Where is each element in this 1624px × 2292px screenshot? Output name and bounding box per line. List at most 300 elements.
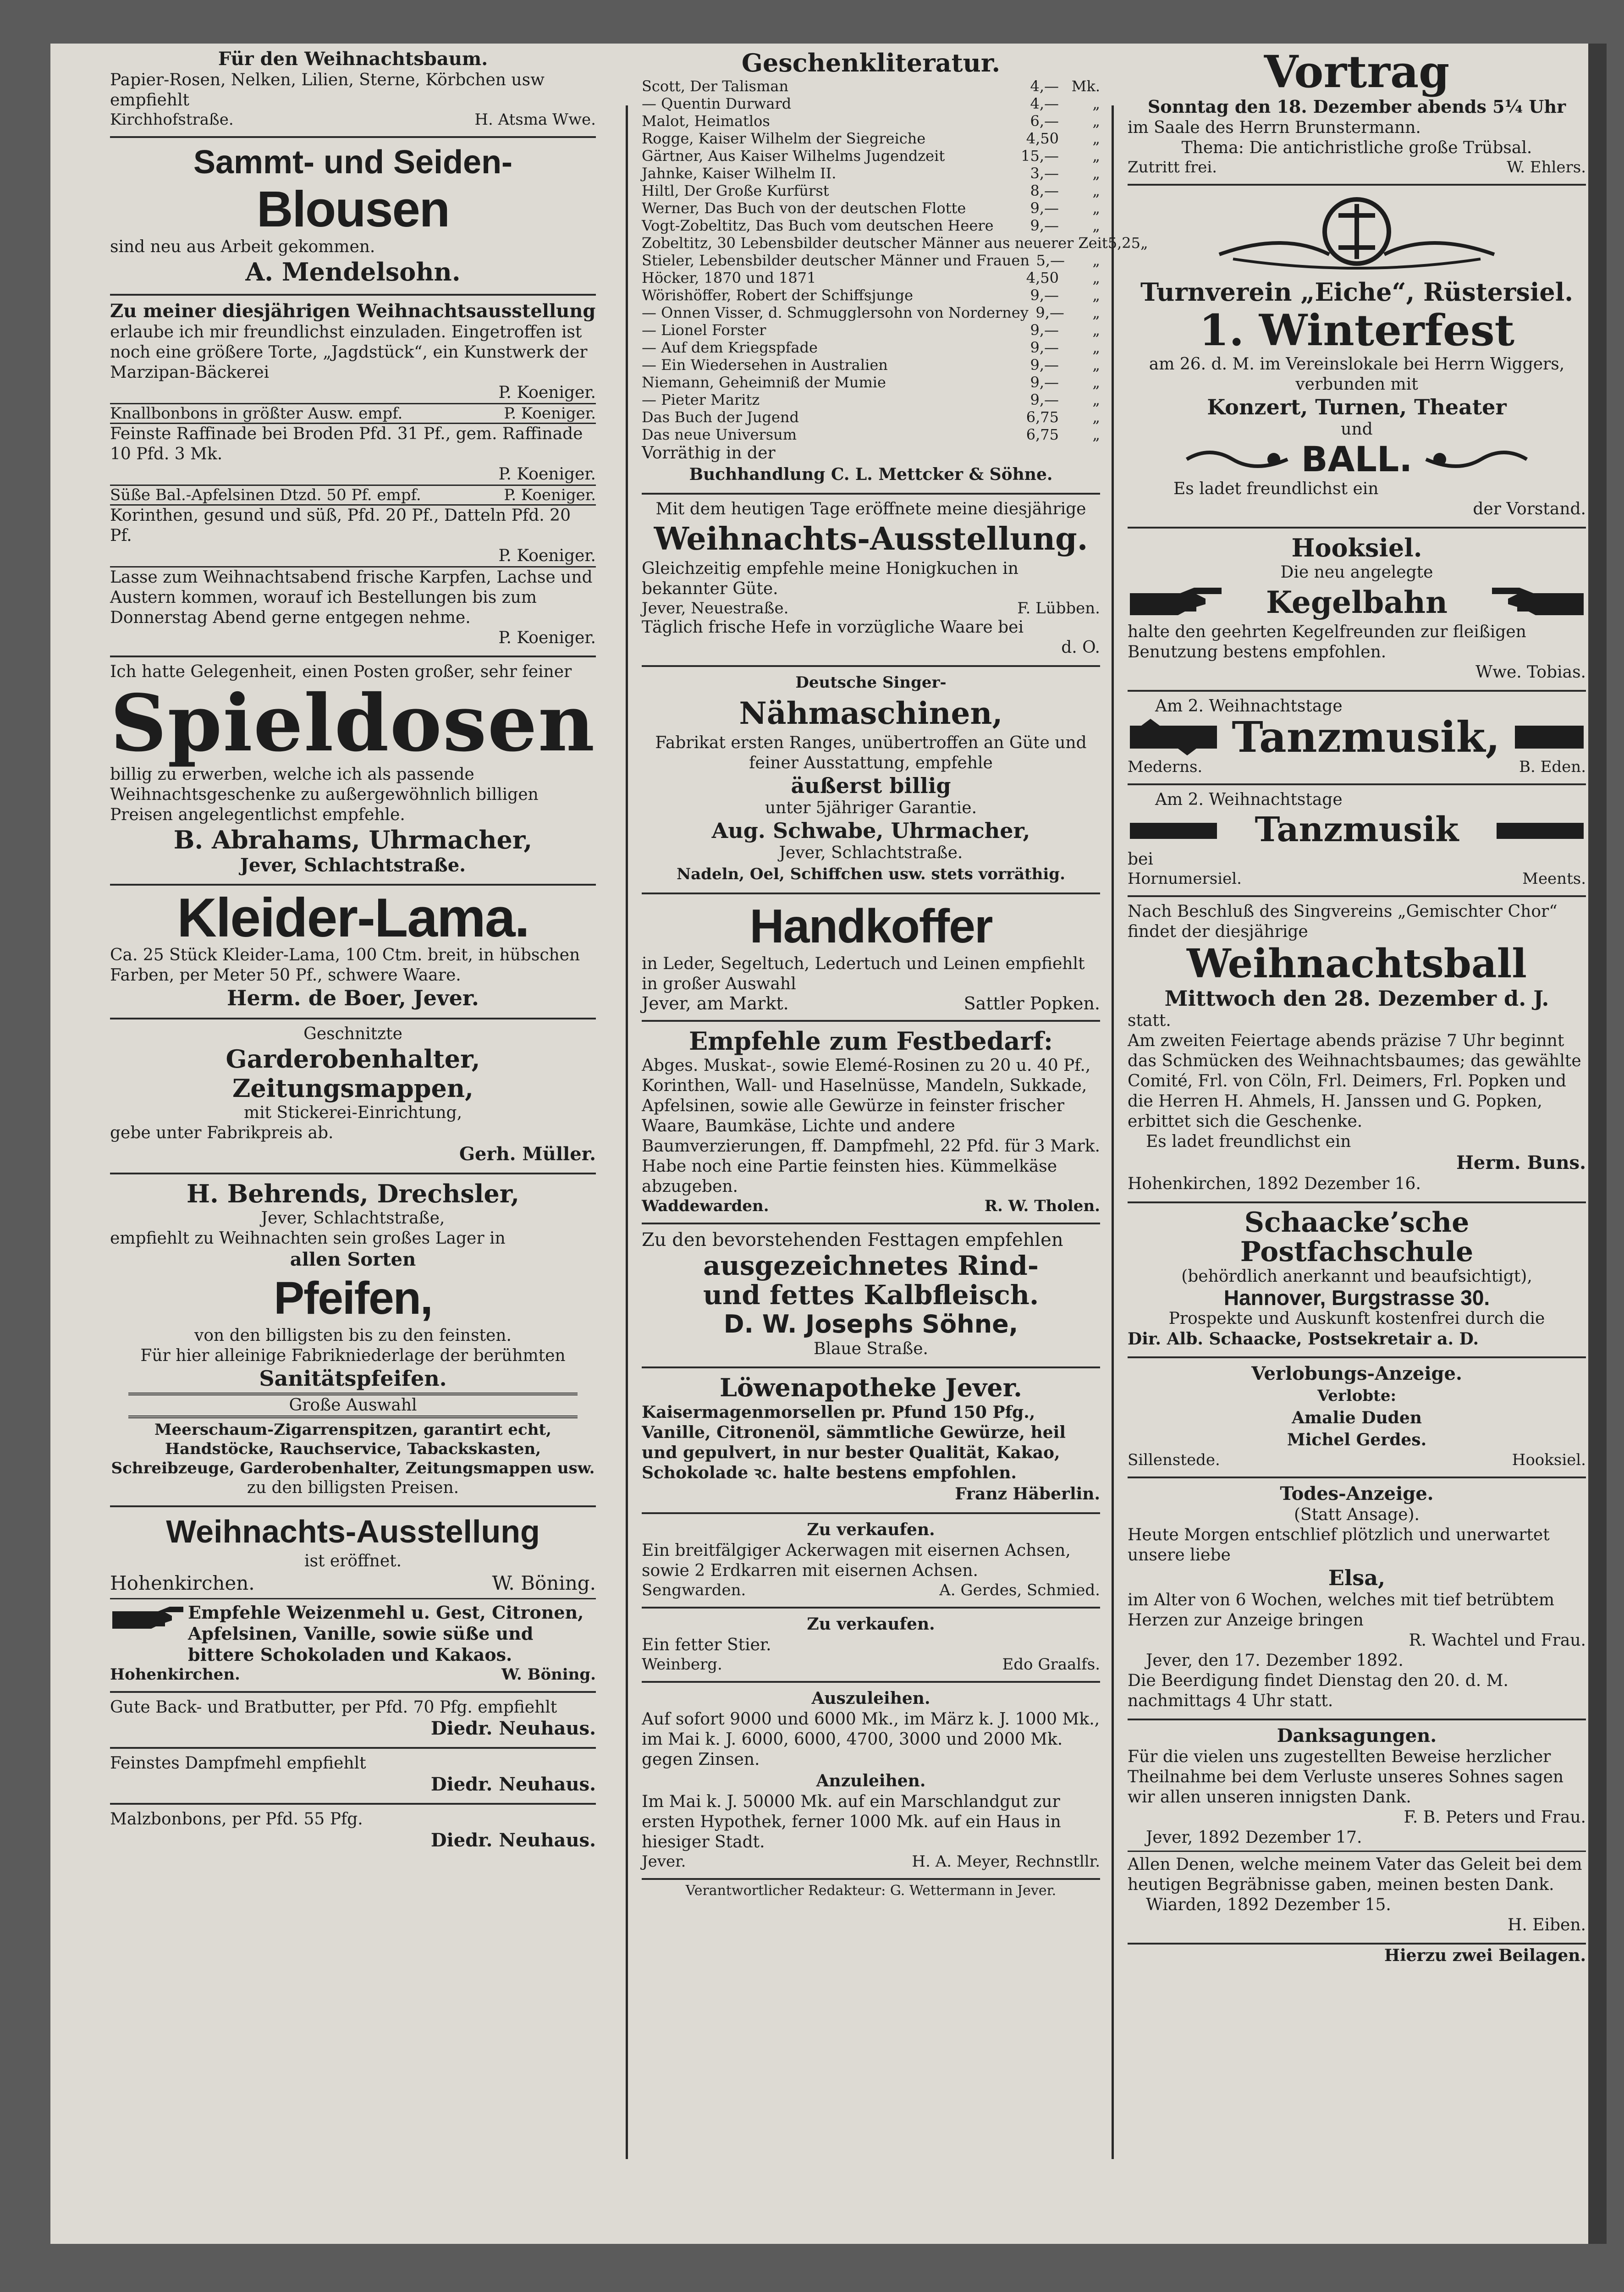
ad-intro: Mit dem heutigen Tage eröffnete meine diesjährige xyxy=(655,500,1086,518)
book-unit: „ xyxy=(1092,112,1100,130)
ad-date: Sonntag den 18. Dezember abends 5¼ Uhr xyxy=(1147,96,1566,117)
ad-signature: W. Böning. xyxy=(501,1665,596,1684)
ad-raffinade: Feinste Raffinade bei Broden Pfd. 31 Pf., gem. Raffinade 10 Pfd. 3 Mk. xyxy=(110,424,583,463)
ad-open: ist eröffnet. xyxy=(304,1552,402,1570)
ad-title-2: Zeitungsmappen, xyxy=(232,1074,473,1103)
ad-text: Ca. 25 Stück Kleider-Lama, 100 Ctm. breit, in hübschen Farben, per Meter 50 Pf., schwere Waare. xyxy=(110,946,580,985)
ad-text: Fabrikat ersten Ranges, unübertroffen an Güte und feiner Ausstattung, empfehle xyxy=(655,733,1087,772)
ad-signature: H. A. Meyer, Rechnstllr. xyxy=(912,1852,1100,1871)
ad-signature: W. Böning. xyxy=(492,1572,596,1594)
book-list-item xyxy=(642,130,1100,147)
book-list-item xyxy=(642,199,1100,217)
ad-title: Schaacke’sche Postfachschule xyxy=(1240,1207,1474,1268)
book-price: 5,— xyxy=(1036,252,1065,269)
book-title: Scott, Der Talisman xyxy=(642,77,789,95)
ad-date: am 26. d. M. im Vereinslokale bei Herrn Wiggers, verbunden mit xyxy=(1149,355,1565,394)
book-price: 6,75 xyxy=(1026,426,1059,443)
book-unit: „ xyxy=(1092,199,1100,217)
ad-apotheke xyxy=(642,1368,1100,1514)
ad-statt: statt. xyxy=(1128,1011,1171,1030)
ad-title-line2: Blousen xyxy=(257,181,449,237)
ad-address: Hannover, Burgstrasse 30. xyxy=(1223,1286,1490,1310)
ad-verkaufen-gerdes xyxy=(642,1514,1100,1609)
pointing-hand-left-icon xyxy=(1485,584,1586,621)
ad-name-2: Michel Gerdes. xyxy=(1287,1430,1427,1449)
redakteur-note: Verantwortlicher Redakteur: G. Wettermann in Jever. xyxy=(685,1883,1057,1899)
ad-title: H. Behrends, Drechsler, xyxy=(186,1179,520,1208)
ad-signature: B. Abrahams, Uhrmacher, xyxy=(173,825,533,854)
ad-signature: Diedr. Neuhaus. xyxy=(430,1718,596,1739)
ad-text: von den billigsten bis zu den feinsten. xyxy=(194,1326,512,1345)
ad-family: R. Wachtel und Frau. xyxy=(1409,1631,1586,1650)
ad-neuhaus-butter xyxy=(110,1693,596,1749)
column-rule-2 xyxy=(1112,105,1114,2159)
ad-do: d. O. xyxy=(1061,638,1100,657)
book-unit: „ xyxy=(1092,321,1100,339)
ad-spieldosen xyxy=(110,657,596,886)
ad-date-2: Wiarden, 1892 Dezember 15. xyxy=(1146,1895,1391,1914)
book-price: 9,— xyxy=(1030,217,1059,234)
ad-thema: Thema: Die antichristliche große Trübsal. xyxy=(1181,138,1532,157)
ad-sorten: allen Sorten xyxy=(290,1249,416,1270)
ad-sanitaet: Sanitätspfeifen. xyxy=(259,1366,447,1391)
ad-intro: Am 2. Weihnachtstage xyxy=(1155,790,1343,809)
pointing-hand-right-icon xyxy=(1128,584,1228,621)
book-price: 5,25 xyxy=(1107,234,1140,252)
ad-neuhaus-mehl xyxy=(110,1749,596,1805)
ad-place: Hohenkirchen. xyxy=(110,1572,255,1594)
ad-title: Auszuleihen. xyxy=(811,1689,930,1708)
ad-text-2: im Alter von 6 Wochen, welches mit tief betrübtem Herzen zur Anzeige bringen xyxy=(1128,1591,1554,1630)
ad-text-2: Im Mai k. J. 50000 Mk. auf ein Marschlandgut zur ersten Hypothek, ferner 1000 Mk. auf ein Haus in hiesiger Stadt. xyxy=(642,1792,1061,1851)
book-title: — Onnen Visser, d. Schmugglersohn von Norderney xyxy=(642,304,1029,321)
ad-und: und xyxy=(1341,420,1373,439)
ad-pfeifen: Pfeifen, xyxy=(274,1273,432,1324)
ad-footer: Vorräthig in der xyxy=(642,444,776,463)
book-price: 9,— xyxy=(1030,286,1059,304)
book-list-item xyxy=(642,165,1100,182)
ad-garderobe xyxy=(110,1019,596,1174)
ad-weihnachtsbaum xyxy=(110,44,596,138)
book-title: Höcker, 1870 und 1871 xyxy=(642,269,816,286)
ad-neuhaus-malz xyxy=(110,1805,596,1859)
ad-apfelsinen: Süße Bal.-Apfelsinen Dtzd. 50 Pf. empf. xyxy=(110,486,421,504)
ad-place: Hornumersiel. xyxy=(1128,870,1242,888)
ad-place: Mederns. xyxy=(1128,758,1203,776)
ornament-right-icon xyxy=(1421,443,1531,475)
ad-title: Danksagungen. xyxy=(1277,1725,1437,1747)
ad-address: Jever, Schlachtstraße, xyxy=(261,1209,445,1228)
ad-items: Konzert, Turnen, Theater xyxy=(1207,395,1507,419)
ad-garantie: unter 5jähriger Garantie. xyxy=(765,799,977,817)
ad-place: Hohenkirchen. xyxy=(110,1665,240,1684)
book-unit: „ xyxy=(1092,165,1100,182)
ad-signature: P. Koeniger. xyxy=(504,486,596,504)
ad-kleiderlama xyxy=(110,886,596,1019)
ad-title: Hooksiel. xyxy=(1291,533,1422,562)
ad-title: Zu verkaufen. xyxy=(807,1614,935,1634)
book-list-item xyxy=(642,182,1100,199)
ad-signature: Dir. Alb. Schaacke, Postsekretair a. D. xyxy=(1128,1329,1479,1349)
ad-text: sind neu aus Arbeit gekommen. xyxy=(110,237,375,256)
ad-line: mit Stickerei-Einrichtung, xyxy=(243,1103,462,1122)
book-unit: „ xyxy=(1092,391,1100,408)
ad-date-1: Jever, 1892 Dezember 17. xyxy=(1146,1828,1362,1847)
ad-signature: Edo Graalfs. xyxy=(1002,1655,1100,1674)
book-list xyxy=(642,77,1148,443)
book-title: Rogge, Kaiser Wilhelm der Siegreiche xyxy=(642,130,926,147)
book-price: 9,— xyxy=(1030,199,1059,217)
ad-intro: Am 2. Weihnachtstage xyxy=(1155,697,1343,716)
ad-signature: P. Koeniger. xyxy=(498,546,596,565)
ad-text: Heute Morgen entschlief plötzlich und unerwartet unsere liebe xyxy=(1128,1526,1550,1565)
ad-text-1: Für die vielen uns zugestellten Beweise herzlicher Theilnahme bei dem Verluste unseres Sohnes sagen wir allen unseren innigsten Dank. xyxy=(1128,1747,1564,1807)
ad-text: billig zu erwerben, welche ich als passende Weihnachtsgeschenke zu außergewöhnlich billigen Preisen angelegentlichst empfehle. xyxy=(110,765,539,824)
book-list-item xyxy=(642,304,1100,321)
ad-postfachschule xyxy=(1128,1203,1586,1358)
ad-date: Mittwoch den 28. Dezember d. J. xyxy=(1164,986,1549,1011)
ornament-left-icon xyxy=(1182,443,1292,475)
ad-signature: Aug. Schwabe, Uhrmacher, xyxy=(711,818,1030,843)
ad-todesanzeige xyxy=(1128,1478,1586,1720)
ad-signature: R. W. Tholen. xyxy=(984,1197,1100,1215)
book-price: 9,— xyxy=(1030,391,1059,408)
ad-signature: D. W. Josephs Söhne, xyxy=(723,1310,1018,1339)
ad-text: Malzbonbons, per Pfd. 55 Pfg. xyxy=(110,1810,363,1829)
ad-text: Abges. Muskat-, sowie Elemé-Rosinen zu 20 u. 40 Pf., Korinthen, Wall- und Haselnüsse, Mandeln, Sukkade, Apfelsinen, sowie alle Gewürze in feinster frischer Waare, Baumkäse, Lichte und andere Baumverzierungen, ff. Dampfmehl, 22 Pfd. für 3 Mark. Habe noch eine Partie feinsten hies. Kümmelkäse abzugeben. xyxy=(642,1056,1100,1196)
book-title: Vogt-Zobeltitz, Das Buch vom deutschen Heere xyxy=(642,217,994,234)
book-title: Wörishöffer, Robert der Schiffsjunge xyxy=(642,286,914,304)
book-unit: „ xyxy=(1092,408,1100,426)
ad-koeniger xyxy=(110,296,596,657)
ad-hefe: Täglich frische Hefe in vorzügliche Waare bei xyxy=(642,618,1024,637)
ad-text: Gleichzeitig empfehle meine Honigkuchen in bekannter Güte. xyxy=(642,559,1018,598)
ad-text: Ein fetter Stier. xyxy=(642,1636,771,1654)
ad-title: Handkoffer xyxy=(749,900,992,953)
ad-signature: Herm. Buns. xyxy=(1456,1152,1586,1174)
beilagen-note: Hierzu zwei Beilagen. xyxy=(1384,1946,1586,1965)
ad-signature: Meents. xyxy=(1522,870,1586,888)
ad-name-2: H. Eiben. xyxy=(1507,1916,1586,1934)
ad-signature: Franz Häberlin. xyxy=(955,1484,1100,1504)
book-list-item xyxy=(642,269,1100,286)
ad-signature: F. Lübben. xyxy=(1017,599,1100,617)
ad-text-3: Die Beerdigung findet Dienstag den 20. d. M. nachmittags 4 Uhr statt. xyxy=(1128,1671,1508,1710)
ad-billig: äußerst billig xyxy=(791,773,951,798)
ad-geschenkliteratur xyxy=(642,44,1148,495)
ad-ball: BALL. xyxy=(1301,439,1413,479)
ad-footer: Nadeln, Oel, Schiffchen usw. stets vorräthig. xyxy=(677,865,1065,883)
ad-line1: ausgezeichnetes Rind- xyxy=(703,1250,1039,1281)
ad-signature: Herm. de Boer, Jever. xyxy=(227,986,479,1010)
pointing-hand-icon xyxy=(110,1602,188,1634)
book-list-item xyxy=(642,426,1100,443)
ad-text-2: Allen Denen, welche meinem Vater das Geleit bei dem heutigen Begräbnisse gaben, meinen besten Dank. xyxy=(1128,1855,1582,1894)
column-2 xyxy=(642,44,1148,1913)
book-unit: „ xyxy=(1092,356,1100,374)
ad-title: Löwenapotheke Jever. xyxy=(720,1373,1022,1402)
ad-tanzmusik-hornumersiel xyxy=(1128,785,1586,897)
ad-text: Auf sofort 9000 und 6000 Mk., im März k. J. 1000 Mk., im Mai k. J. 6000, 6000, 4700, 3000 und 2000 Mk. gegen Zinsen. xyxy=(642,1710,1100,1769)
ad-title: Geschenkliteratur. xyxy=(741,48,1001,77)
ad-josephs xyxy=(642,1224,1100,1368)
ad-title: Garderobenhalter, xyxy=(226,1044,480,1074)
ad-signature: Gerh. Müller. xyxy=(459,1143,596,1165)
ad-signature: P. Koeniger. xyxy=(498,628,596,647)
ad-invite: Es ladet freundlichst ein xyxy=(1146,1132,1351,1151)
book-price: 3,— xyxy=(1030,165,1059,182)
book-title: — Auf dem Kriegspfade xyxy=(642,339,818,356)
ad-signature: P. Koeniger. xyxy=(498,465,596,484)
book-list-item xyxy=(642,356,1100,374)
ad-title: Tanzmusik xyxy=(1255,810,1459,849)
book-unit: „ xyxy=(1092,130,1100,147)
ad-title: Weihnachts-Ausstellung xyxy=(166,1514,540,1549)
book-title: Stieler, Lebensbilder deutscher Männer und Frauen xyxy=(642,252,1030,269)
ad-place: Sengwarden. xyxy=(642,1581,746,1599)
book-title: Jahnke, Kaiser Wilhelm II. xyxy=(642,165,837,182)
ad-title: Todes-Anzeige. xyxy=(1280,1483,1434,1504)
book-unit: „ xyxy=(1092,374,1100,391)
ad-fest: 1. Winterfest xyxy=(1199,305,1515,356)
ad-invite: Es ladet freundlichst ein xyxy=(1173,479,1379,498)
ad-blousen xyxy=(110,138,596,296)
book-price: 6,75 xyxy=(1026,408,1059,426)
ad-signature: Wwe. Tobias. xyxy=(1475,663,1586,682)
dancers-left-icon xyxy=(1128,716,1219,758)
book-list-item xyxy=(642,374,1100,391)
book-price: 9,— xyxy=(1030,356,1059,374)
ad-statt: (Statt Ansage). xyxy=(1294,1505,1420,1524)
book-unit: „ xyxy=(1092,252,1100,269)
ad-address: Jever, Schlachtstraße. xyxy=(240,854,466,876)
column-3 xyxy=(1128,44,1586,1967)
ad-title: Turnverein „Eiche“, Rüstersiel. xyxy=(1140,277,1574,307)
book-list-item xyxy=(642,95,1100,112)
ad-text: empfiehlt zu Weihnachten sein großes Lager in xyxy=(110,1229,506,1248)
ad-auswahl: Große Auswahl xyxy=(128,1393,578,1418)
book-list-item xyxy=(642,321,1100,339)
ad-title: Tanzmusik, xyxy=(1232,712,1500,762)
ad-knall: Knallbonbons in größter Ausw. empf. xyxy=(110,404,403,423)
ad-vortrag xyxy=(1128,44,1586,186)
ad-place: Jever, Neuestraße. xyxy=(642,599,789,617)
ad-hooksiel xyxy=(1128,529,1586,692)
ad-name-1: F. B. Peters und Frau. xyxy=(1404,1808,1586,1827)
book-list-item xyxy=(642,112,1100,130)
book-unit: „ xyxy=(1092,95,1100,112)
ad-text: Papier-Rosen, Nelken, Lilien, Sterne, Körbchen usw empfiehlt xyxy=(110,71,545,110)
ad-karpfen: Lasse zum Weihnachtsabend frische Karpfen, Lachse und Austern kommen, worauf ich Bestellungen bis zum Donnerstag Abend gerne entgegen nehme. xyxy=(110,568,593,627)
ad-address: Blaue Straße. xyxy=(814,1339,928,1358)
ad-signature: P. Koeniger. xyxy=(504,404,596,423)
book-title: — Quentin Durward xyxy=(642,95,792,112)
ad-place-1: Sillenstede. xyxy=(1128,1451,1220,1469)
book-title: Das Buch der Jugend xyxy=(642,408,799,426)
ad-title: Nähmaschinen, xyxy=(739,695,1003,731)
ad-date: Jever, den 17. Dezember 1892. xyxy=(1146,1651,1404,1670)
ad-text: Gute Back- und Bratbutter, per Pfd. 70 Pfg. empfiehlt xyxy=(110,1698,557,1717)
book-price: 6,— xyxy=(1030,112,1059,130)
ad-intro: Zu den bevorstehenden Festtagen empfehlen xyxy=(642,1229,1063,1251)
book-unit: „ xyxy=(1092,269,1100,286)
ad-danksagungen xyxy=(1128,1720,1586,1945)
book-unit: „ xyxy=(1092,426,1100,443)
ad-signature: Diedr. Neuhaus. xyxy=(430,1774,596,1795)
ad-title: Empfehle zum Festbedarf: xyxy=(689,1026,1053,1056)
ad-signature: W. Ehlers. xyxy=(1507,158,1586,176)
ad-sub: (behördlich anerkannt und beaufsichtigt), xyxy=(1181,1267,1532,1286)
book-list-item xyxy=(642,391,1100,408)
book-unit: „ xyxy=(1092,182,1100,199)
ad-intro: Nach Beschluß des Singvereins „Gemischter Chor“ findet der diesjährige xyxy=(1128,902,1558,941)
ad-text: Für hier alleinige Fabrikniederlage der berühmten xyxy=(140,1346,566,1365)
ad-turnverein xyxy=(1128,186,1586,529)
ad-handkoffer xyxy=(642,894,1100,1022)
ad-luebben xyxy=(642,495,1100,667)
book-price: 4,50 xyxy=(1026,269,1059,286)
book-price: 9,— xyxy=(1030,339,1059,356)
ad-korinthen: Korinthen, gesund und süß, Pfd. 20 Pf., Datteln Pfd. 20 Pf. xyxy=(110,506,571,545)
book-list-item xyxy=(642,77,1100,95)
book-unit: „ xyxy=(1092,304,1100,321)
ad-place: Weinberg. xyxy=(642,1655,722,1674)
ad-title-line1: Sammt- und Seiden- xyxy=(193,144,513,181)
book-unit: „ xyxy=(1092,217,1100,234)
book-title: Niemann, Geheimniß der Mumie xyxy=(642,374,886,391)
book-price: 15,— xyxy=(1021,147,1059,165)
ad-signature: A. Gerdes, Schmied. xyxy=(939,1581,1100,1599)
book-price: 9,— xyxy=(1035,304,1064,321)
ad-title: Spieldosen xyxy=(110,678,596,769)
ad-text: Prospekte und Auskunft kostenfrei durch die xyxy=(1168,1309,1545,1328)
ad-title: Verlobungs-Anzeige. xyxy=(1251,1363,1462,1384)
book-title: Werner, Das Buch von der deutschen Flotte xyxy=(642,199,966,217)
book-title: Malot, Heimatlos xyxy=(642,112,770,130)
ad-place: Jever, am Markt. xyxy=(642,993,789,1014)
ad-auszuleihen xyxy=(642,1683,1100,1880)
ad-text: Kaisermagenmorsellen pr. Pfund 150 Pfg., Vanille, Citronenöl, sämmtliche Gewürze, heil und gepulvert, in nur bester Qualität, Kakao, Schokolade ꝛc. halte bestens empfohlen. xyxy=(642,1403,1066,1482)
ad-signature: B. Eden. xyxy=(1519,758,1586,776)
ad-place-2: Hooksiel. xyxy=(1512,1451,1586,1469)
ad-behrends xyxy=(110,1174,596,1507)
ad-text: halte den geehrten Kegelfreunden zur fleißigen Benutzung bestens empfohlen. xyxy=(1128,623,1526,661)
book-list-item xyxy=(642,217,1100,234)
ad-name-1: Amalie Duden xyxy=(1292,1408,1422,1427)
ad-verkaufen-graalfs xyxy=(642,1609,1100,1683)
book-title: — Ein Wiedersehen in Australien xyxy=(642,356,888,374)
ad-signature: Diedr. Neuhaus. xyxy=(430,1829,596,1851)
book-unit: „ xyxy=(1092,286,1100,304)
ad-preis: zu den billigsten Preisen. xyxy=(247,1478,459,1497)
ad-signature: P. Koeniger. xyxy=(498,383,596,402)
ad-tholen xyxy=(642,1022,1100,1224)
ad-signature: H. Atsma Wwe. xyxy=(474,110,596,129)
ad-weihnachtsball xyxy=(1128,897,1586,1203)
ad-intro: Die neu angelegte xyxy=(1280,563,1433,582)
ad-place: Jever. xyxy=(642,1852,686,1871)
book-unit: „ xyxy=(1140,234,1148,252)
ad-title: Zu verkaufen. xyxy=(807,1520,935,1539)
ad-place: im Saale des Herrn Brunstermann. xyxy=(1128,118,1421,137)
column-1 xyxy=(110,44,596,1859)
book-list-item xyxy=(642,234,1148,252)
ad-title: Zu meiner diesjährigen Weihnachtsausstellung xyxy=(110,300,596,322)
ad-title: Weihnachts-Ausstellung. xyxy=(654,521,1088,557)
ad-kegel: Kegelbahn xyxy=(1266,584,1448,620)
book-list-item xyxy=(642,286,1100,304)
book-price: 4,50 xyxy=(1026,130,1059,147)
book-price: 4,— xyxy=(1030,95,1059,112)
ad-signature: A. Mendelsohn. xyxy=(245,257,461,286)
book-unit: „ xyxy=(1092,339,1100,356)
ad-title-2: Anzuleihen. xyxy=(816,1771,926,1791)
book-title: Das neue Universum xyxy=(642,426,797,443)
ad-signature: Buchhandlung C. L. Mettcker & Söhne. xyxy=(689,465,1053,484)
ad-signature: der Vorstand. xyxy=(1473,500,1586,518)
book-price: 9,— xyxy=(1030,321,1059,339)
ad-schwabe xyxy=(642,667,1100,894)
book-list-item xyxy=(642,408,1100,426)
column-rule-1 xyxy=(626,105,628,2159)
ad-address: Jever, Schlachtstraße. xyxy=(779,843,963,862)
turnverein-emblem-icon xyxy=(1210,190,1503,277)
book-unit: Mk. xyxy=(1071,77,1100,95)
ad-tanzmusik-mederns xyxy=(1128,692,1586,785)
ad-street: Kirchhofstraße. xyxy=(110,110,234,129)
ad-text: Feinstes Dampfmehl empfiehlt xyxy=(110,1754,366,1773)
ad-text: Ein breitfälgiger Ackerwagen mit eisernen Achsen, sowie 2 Erdkarren mit eisernen Achsen. xyxy=(642,1541,1071,1580)
book-price: 8,— xyxy=(1030,182,1059,199)
book-price: 4,— xyxy=(1030,77,1059,95)
ad-items: Meerschaum-Zigarrenspitzen, garantirt echt, Handstöcke, Rauchservice, Tabackskasten, Schreibzeuge, Garderobenhalter, Zeitungsmappen usw. xyxy=(111,1421,595,1477)
book-title: Gärtner, Aus Kaiser Wilhelms Jugendzeit xyxy=(642,147,945,165)
ad-bei: bei xyxy=(1128,850,1153,869)
book-price: 9,— xyxy=(1030,374,1059,391)
ad-place: Hohenkirchen, 1892 Dezember 16. xyxy=(1128,1174,1421,1193)
ad-intro: Ich hatte Gelegenheit, einen Posten großer, sehr feiner xyxy=(110,662,572,681)
book-list-item xyxy=(642,252,1100,269)
ad-text: in Leder, Segeltuch, Ledertuch und Leinen empfiehlt in großer Auswahl xyxy=(642,954,1085,993)
book-title: Zobeltitz, 30 Lebensbilder deutscher Männer aus neuerer Zeit xyxy=(642,234,1108,252)
ad-title: Weihnachtsball xyxy=(1187,941,1527,987)
ad-boening xyxy=(110,1507,596,1693)
book-list-item xyxy=(642,147,1100,165)
ad-eintritt: Zutritt frei. xyxy=(1128,158,1217,176)
ad-line: Deutsche Singer- xyxy=(795,673,947,692)
ad-line2: und fettes Kalbfleisch. xyxy=(703,1279,1039,1311)
ad-text: Empfehle Weizenmehl u. Gest, Citronen, Apfelsinen, Vanille, sowie süße und bittere Schokoladen und Kakaos. xyxy=(188,1602,584,1665)
book-unit: „ xyxy=(1092,147,1100,165)
ad-line: gebe unter Fabrikpreis ab. xyxy=(110,1124,334,1142)
ad-text: erlaube ich mir freundlichst einzuladen. Eingetroffen ist noch eine größere Torte, „Jagdstück“, ein Kunstwerk der Marzipan-Bäckerei xyxy=(110,323,588,382)
book-title: — Lionel Forster xyxy=(642,321,766,339)
musicians-left-icon xyxy=(1128,814,1219,846)
ad-name: Elsa, xyxy=(1328,1565,1386,1590)
book-title: Hiltl, Der Große Kurfürst xyxy=(642,182,829,199)
ad-label: Verlobte: xyxy=(1317,1387,1397,1405)
musicians-right-icon xyxy=(1494,814,1586,846)
ad-title: Für den Weihnachtsbaum. xyxy=(218,48,488,70)
ad-place: Waddewarden. xyxy=(642,1197,769,1215)
dancers-right-icon xyxy=(1513,716,1586,758)
ad-signature: Sattler Popken. xyxy=(963,993,1100,1014)
ad-title: Vortrag xyxy=(1264,46,1450,98)
ad-line: Geschnitzte xyxy=(303,1025,402,1043)
ad-verlobung xyxy=(1128,1358,1586,1478)
book-list-item xyxy=(642,339,1100,356)
ad-title: Kleider-Lama. xyxy=(177,887,529,948)
